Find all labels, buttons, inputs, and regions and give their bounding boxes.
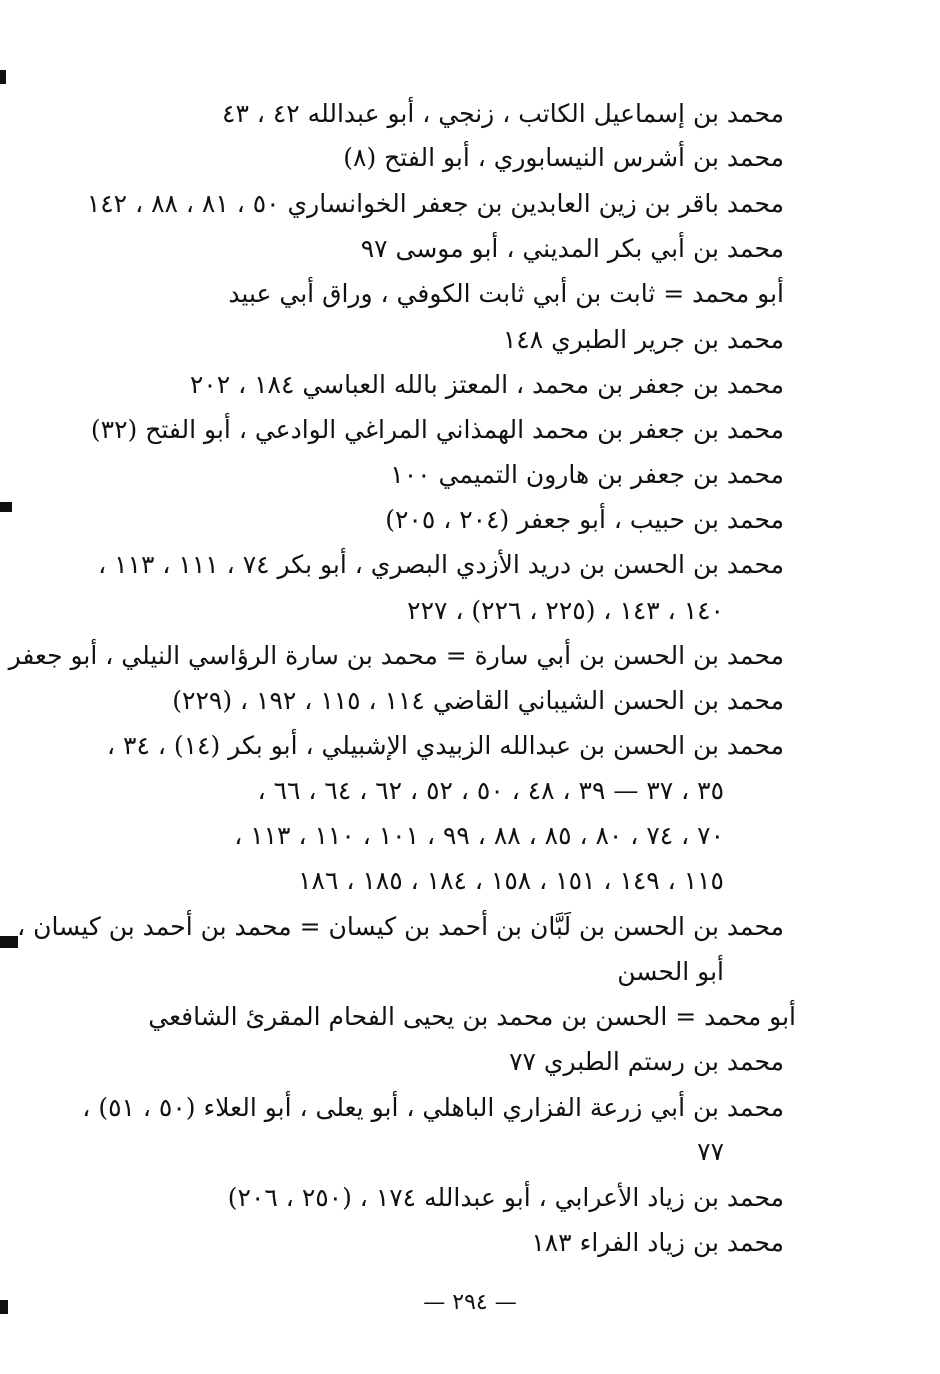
index-entry: أبو محمد = الحسن بن محمد بن يحيى الفحام المقرئ الشافعي — [148, 1002, 796, 1031]
index-entry-continuation: ١٤٠ ، ١٤٣ ، (٢٢٥ ، ٢٢٦) ، ٢٢٧ — [407, 596, 724, 625]
index-entry: محمد بن الحسن بن عبدالله الزبيدي الإشبيلي ، أبو بكر (١٤) ، ٣٤ ، — [107, 731, 784, 760]
index-entry: محمد باقر بن زين العابدين بن جعفر الخوانساري ٥٠ ، ٨١ ، ٨٨ ، ١٤٢ — [86, 189, 784, 218]
index-entry: محمد بن جعفر بن محمد ، المعتز بالله العباسي ١٨٤ ، ٢٠٢ — [189, 370, 784, 399]
index-entry: محمد بن الحسن بن دريد الأزدي البصري ، أبو بكر ٧٤ ، ١١١ ، ١١٣ ، — [98, 550, 784, 579]
index-entry: أبو محمد = ثابت بن أبي ثابت الكوفي ، وراق أبي عبيد — [228, 279, 784, 308]
scan-margin-mark — [0, 502, 12, 512]
page-number: — ٢٩٤ — — [423, 1290, 517, 1315]
index-entry: محمد بن إسماعيل الكاتب ، زنجي ، أبو عبدالله ٤٢ ، ٤٣ — [222, 99, 784, 128]
scan-margin-mark — [0, 936, 18, 948]
index-entry: محمد بن أبي بكر المديني ، أبو موسى ٩٧ — [360, 234, 784, 263]
index-entry: محمد بن جعفر بن محمد الهمذاني المراغي الوادعي ، أبو الفتح (٣٢) — [90, 415, 784, 444]
index-entry: محمد بن رستم الطبري ٧٧ — [509, 1047, 784, 1076]
index-entry-continuation: ٧٧ — [697, 1137, 724, 1166]
index-entry: محمد بن جعفر بن هارون التميمي ١٠٠ — [390, 460, 784, 489]
index-entry-continuation: أبو الحسن — [617, 957, 724, 986]
index-entry-continuation: ١١٥ ، ١٤٩ ، ١٥١ ، ١٥٨ ، ١٨٤ ، ١٨٥ ، ١٨٦ — [298, 866, 724, 895]
index-entry: محمد بن زياد الفراء ١٨٣ — [531, 1228, 784, 1257]
index-entry: محمد بن الحسن بن لَبَّان بن أحمد بن كيسان = محمد بن أحمد بن كيسان ، — [17, 912, 784, 941]
index-entry-continuation: ٧٠ ، ٧٤ ، ٨٠ ، ٨٥ ، ٨٨ ، ٩٩ ، ١٠١ ، ١١٠ ، ١١٣ ، — [234, 821, 724, 850]
index-entry-continuation: ٣٥ ، ٣٧ — ٣٩ ، ٤٨ ، ٥٠ ، ٥٢ ، ٦٢ ، ٦٤ ، ٦٦ ، — [257, 776, 724, 805]
index-entry: محمد بن أشرس النيسابوري ، أبو الفتح (٨) — [343, 143, 784, 172]
scan-margin-mark — [0, 70, 6, 84]
index-entry: محمد بن حبيب ، أبو جعفر (٢٠٤ ، ٢٠٥) — [385, 505, 784, 534]
index-entry: محمد بن الحسن بن أبي سارة = محمد بن سارة الرؤاسي النيلي ، أبو جعفر — [8, 641, 784, 670]
index-entry: محمد بن زياد الأعرابي ، أبو عبدالله ١٧٤ ، (٢٥٠ ، ٢٠٦) — [227, 1183, 784, 1212]
index-entry: محمد بن أبي زرعة الفزاري الباهلي ، أبو يعلى ، أبو العلاء (٥٠ ، ٥١) ، — [82, 1093, 784, 1122]
index-entry: محمد بن جرير الطبري ١٤٨ — [502, 325, 784, 354]
index-entry: محمد بن الحسن الشيباني القاضي ١١٤ ، ١١٥ ، ١٩٢ ، (٢٢٩) — [172, 686, 784, 715]
